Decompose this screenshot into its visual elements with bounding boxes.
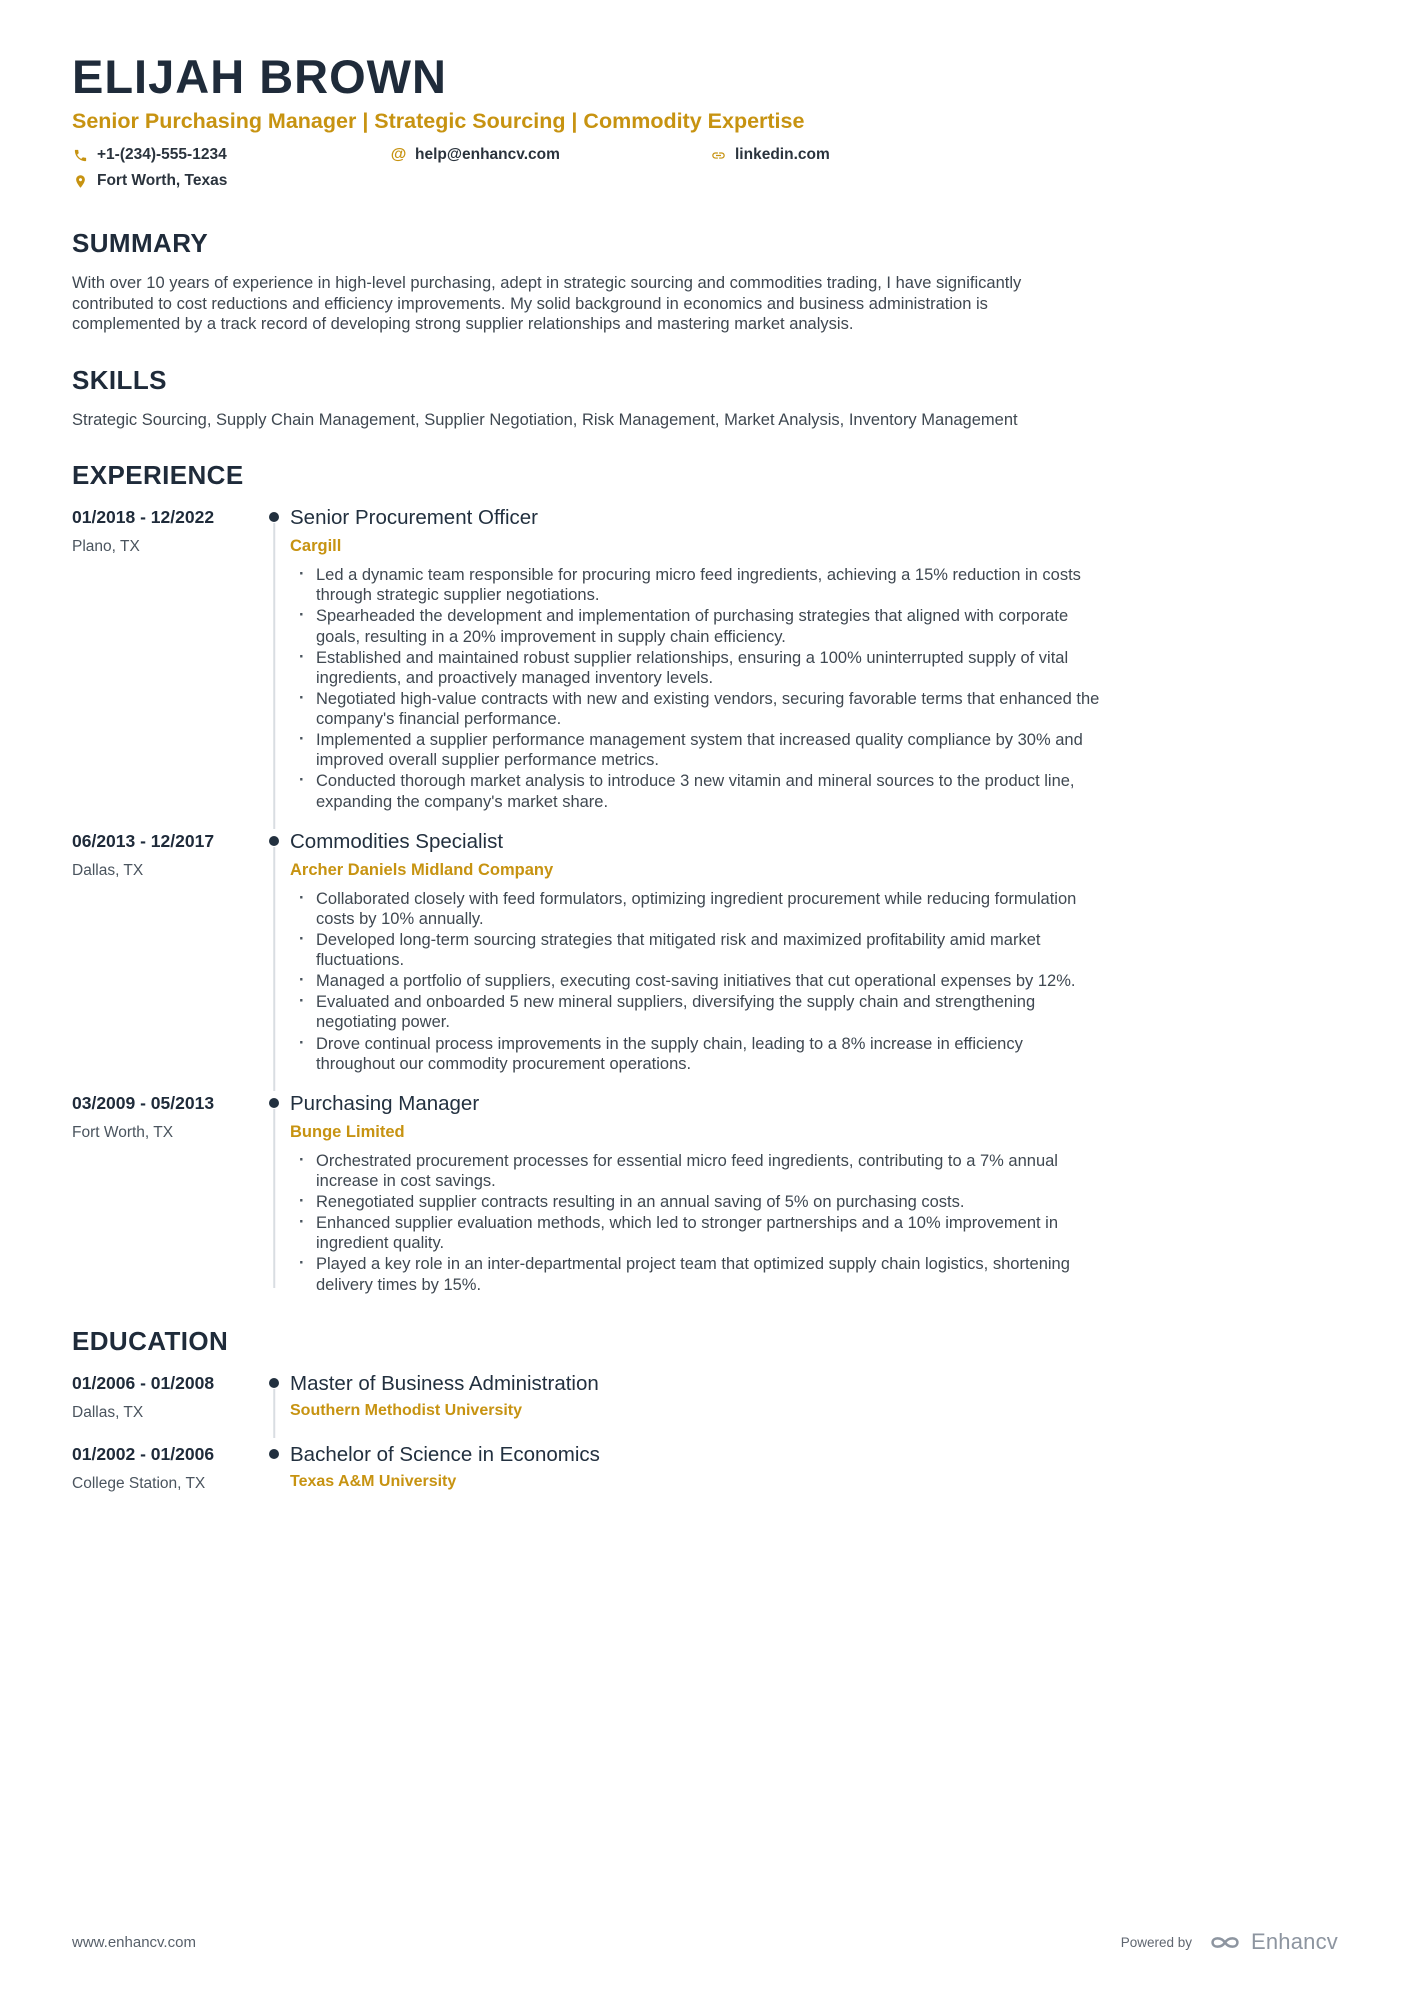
bullet-item: · Renegotiated supplier contracts resulting in an annual saving of 5% on purchasing costs. — [290, 1192, 1105, 1212]
bullet-item: · Conducted thorough market analysis to introduce 3 new vitamin and mineral sources to the product line, expanding the company's market share. — [290, 771, 1105, 811]
contact-email[interactable] — [390, 146, 710, 164]
powered-by-label: Powered by — [1120, 1934, 1192, 1950]
school-name: Southern Methodist University — [290, 1401, 523, 1419]
job-title: Commodities Specialist — [290, 829, 504, 853]
timeline — [258, 505, 290, 813]
entry-dates-block — [72, 829, 258, 1075]
skills-heading: SKILLS — [72, 364, 167, 395]
timeline-dot — [269, 1378, 279, 1388]
entry-location: Fort Worth, TX — [72, 1123, 174, 1141]
location-icon — [72, 173, 89, 190]
entry-dates: 01/2002 - 01/2006 — [72, 1443, 215, 1464]
enhancv-logo — [1208, 1929, 1338, 1955]
degree-title: Bachelor of Science in Economics — [290, 1442, 600, 1466]
school-name: Texas A&M University — [290, 1472, 457, 1490]
phone-icon — [72, 147, 89, 164]
company-name: Cargill — [290, 537, 342, 556]
page-footer — [72, 1929, 1338, 1955]
entry-dates-block — [72, 1442, 258, 1493]
bullet-item: · Led a dynamic team responsible for procuring micro feed ingredients, achieving a 15% reduction in costs through strategic supplier negotiations. — [290, 565, 1105, 605]
bullet-item: · Collaborated closely with feed formulators, optimizing ingredient procurement while reducing formulation costs by 10% annually. — [290, 889, 1105, 929]
company-name: Archer Daniels Midland Company — [290, 860, 554, 879]
job-title: Senior Procurement Officer — [290, 506, 539, 530]
summary-heading: SUMMARY — [72, 228, 209, 259]
contact-location — [72, 172, 1338, 190]
bullet-item: · Orchestrated procurement processes for essential micro feed ingredients, contributing to a 7% annual increase in cost savings. — [290, 1151, 1105, 1191]
experience-heading: EXPERIENCE — [72, 460, 244, 491]
entry-content — [290, 1091, 1338, 1296]
resume-header — [72, 52, 1338, 198]
education-heading: EDUCATION — [72, 1325, 229, 1356]
phone-number: +1-(234)-555-1234 — [97, 146, 227, 164]
experience-entry — [72, 1091, 1338, 1296]
timeline-dot — [269, 836, 279, 846]
timeline-dot — [269, 1098, 279, 1108]
infinity-icon — [1208, 1932, 1242, 1953]
entry-content — [290, 1442, 1338, 1493]
bullet-item: · Implemented a supplier performance management system that increased quality compliance by 30% and improved overall supplier performance metrics. — [290, 730, 1105, 770]
timeline — [258, 829, 290, 1075]
bullet-item: · Managed a portfolio of suppliers, executing cost-saving initiatives that cut operational expenses by 12%. — [290, 971, 1105, 991]
linkedin-url: linkedin.com — [735, 146, 830, 164]
entry-dates: 06/2013 - 12/2017 — [72, 830, 215, 851]
timeline — [258, 1442, 290, 1493]
bullet-item: · Drove continual process improvements in the supply chain, leading to a 8% increase in efficiency throughout our commodity procurement operations. — [290, 1034, 1105, 1074]
website-link[interactable]: www.enhancv.com — [72, 1933, 196, 1951]
entry-content — [290, 1371, 1338, 1422]
bullet-list — [290, 565, 1105, 812]
section-education — [72, 1326, 1338, 1493]
bullet-item: · Negotiated high-value contracts with new and existing vendors, securing favorable terms that enhanced the company's financial performance. — [290, 689, 1105, 729]
entry-dates-block — [72, 1371, 258, 1422]
section-skills — [72, 365, 1338, 430]
timeline-dot — [269, 1449, 279, 1459]
experience-entry — [72, 829, 1338, 1075]
experience-entry — [72, 505, 1338, 813]
bullet-item: · Evaluated and onboarded 5 new mineral suppliers, diversifying the supply chain and strengthening negotiating power. — [290, 992, 1105, 1032]
entry-location: Dallas, TX — [72, 1403, 144, 1421]
bullet-list — [290, 889, 1105, 1074]
bullet-item: · Developed long-term sourcing strategies that mitigated risk and maximized profitability amid market fluctuations. — [290, 930, 1105, 970]
entry-dates: 01/2006 - 01/2008 — [72, 1372, 215, 1393]
education-entry — [72, 1442, 1338, 1493]
summary-text: With over 10 years of experience in high-level purchasing, adept in strategic sourcing and commodities trading, I have significantly contributed to cost reductions and efficiency improvements. My solid background in economics and business administration is complemented by a track record of developing strong supplier relationships and mastering market analysis. — [72, 274, 1022, 334]
entry-content — [290, 829, 1338, 1075]
entry-dates: 03/2009 - 05/2013 — [72, 1092, 215, 1113]
bullet-list — [290, 1151, 1105, 1295]
job-title: Purchasing Manager — [290, 1091, 480, 1115]
company-name: Bunge Limited — [290, 1122, 405, 1141]
entry-location: Dallas, TX — [72, 861, 144, 879]
bullet-item: · Played a key role in an inter-departmental project team that optimized supply chain logistics, shortening delivery times by 15%. — [290, 1254, 1105, 1294]
entry-content — [290, 505, 1338, 813]
timeline — [258, 1371, 290, 1422]
section-summary — [72, 228, 1338, 334]
bullet-item: · Enhanced supplier evaluation methods, which led to stronger partnerships and a 10% improvement in ingredient quality. — [290, 1213, 1105, 1253]
powered-by-group — [1121, 1929, 1338, 1955]
timeline-dot — [269, 512, 279, 522]
entry-dates-block — [72, 505, 258, 813]
skills-text: Strategic Sourcing, Supply Chain Management, Supplier Negotiation, Risk Management, Market Analysis, Inventory Management — [72, 410, 1018, 429]
entry-location: Plano, TX — [72, 538, 140, 556]
entry-dates: 01/2018 - 12/2022 — [72, 507, 215, 528]
section-experience — [72, 460, 1338, 1296]
timeline — [258, 1091, 290, 1296]
email-icon: @ — [390, 146, 407, 164]
education-entry — [72, 1371, 1338, 1422]
entry-location: College Station, TX — [72, 1474, 206, 1492]
location-text: Fort Worth, Texas — [97, 172, 228, 190]
bullet-item: · Established and maintained robust supplier relationships, ensuring a 100% uninterrupted supply of vital ingredients, and proactively managed inventory levels. — [290, 648, 1105, 688]
contact-phone — [72, 146, 390, 164]
degree-title: Master of Business Administration — [290, 1371, 599, 1395]
entry-dates-block — [72, 1091, 258, 1296]
bullet-item: · Spearheaded the development and implementation of purchasing strategies that aligned with corporate goals, resulting in a 20% improvement in supply chain efficiency. — [290, 606, 1105, 646]
link-icon — [710, 147, 727, 164]
contact-info — [72, 146, 1338, 198]
email-address: help@enhancv.com — [415, 146, 560, 164]
contact-linkedin[interactable] — [710, 146, 1338, 164]
headline: Senior Purchasing Manager | Strategic Sourcing | Commodity Expertise — [72, 109, 805, 134]
brand-name: Enhancv — [1250, 1929, 1338, 1954]
person-name: ELIJAH BROWN — [72, 50, 447, 103]
